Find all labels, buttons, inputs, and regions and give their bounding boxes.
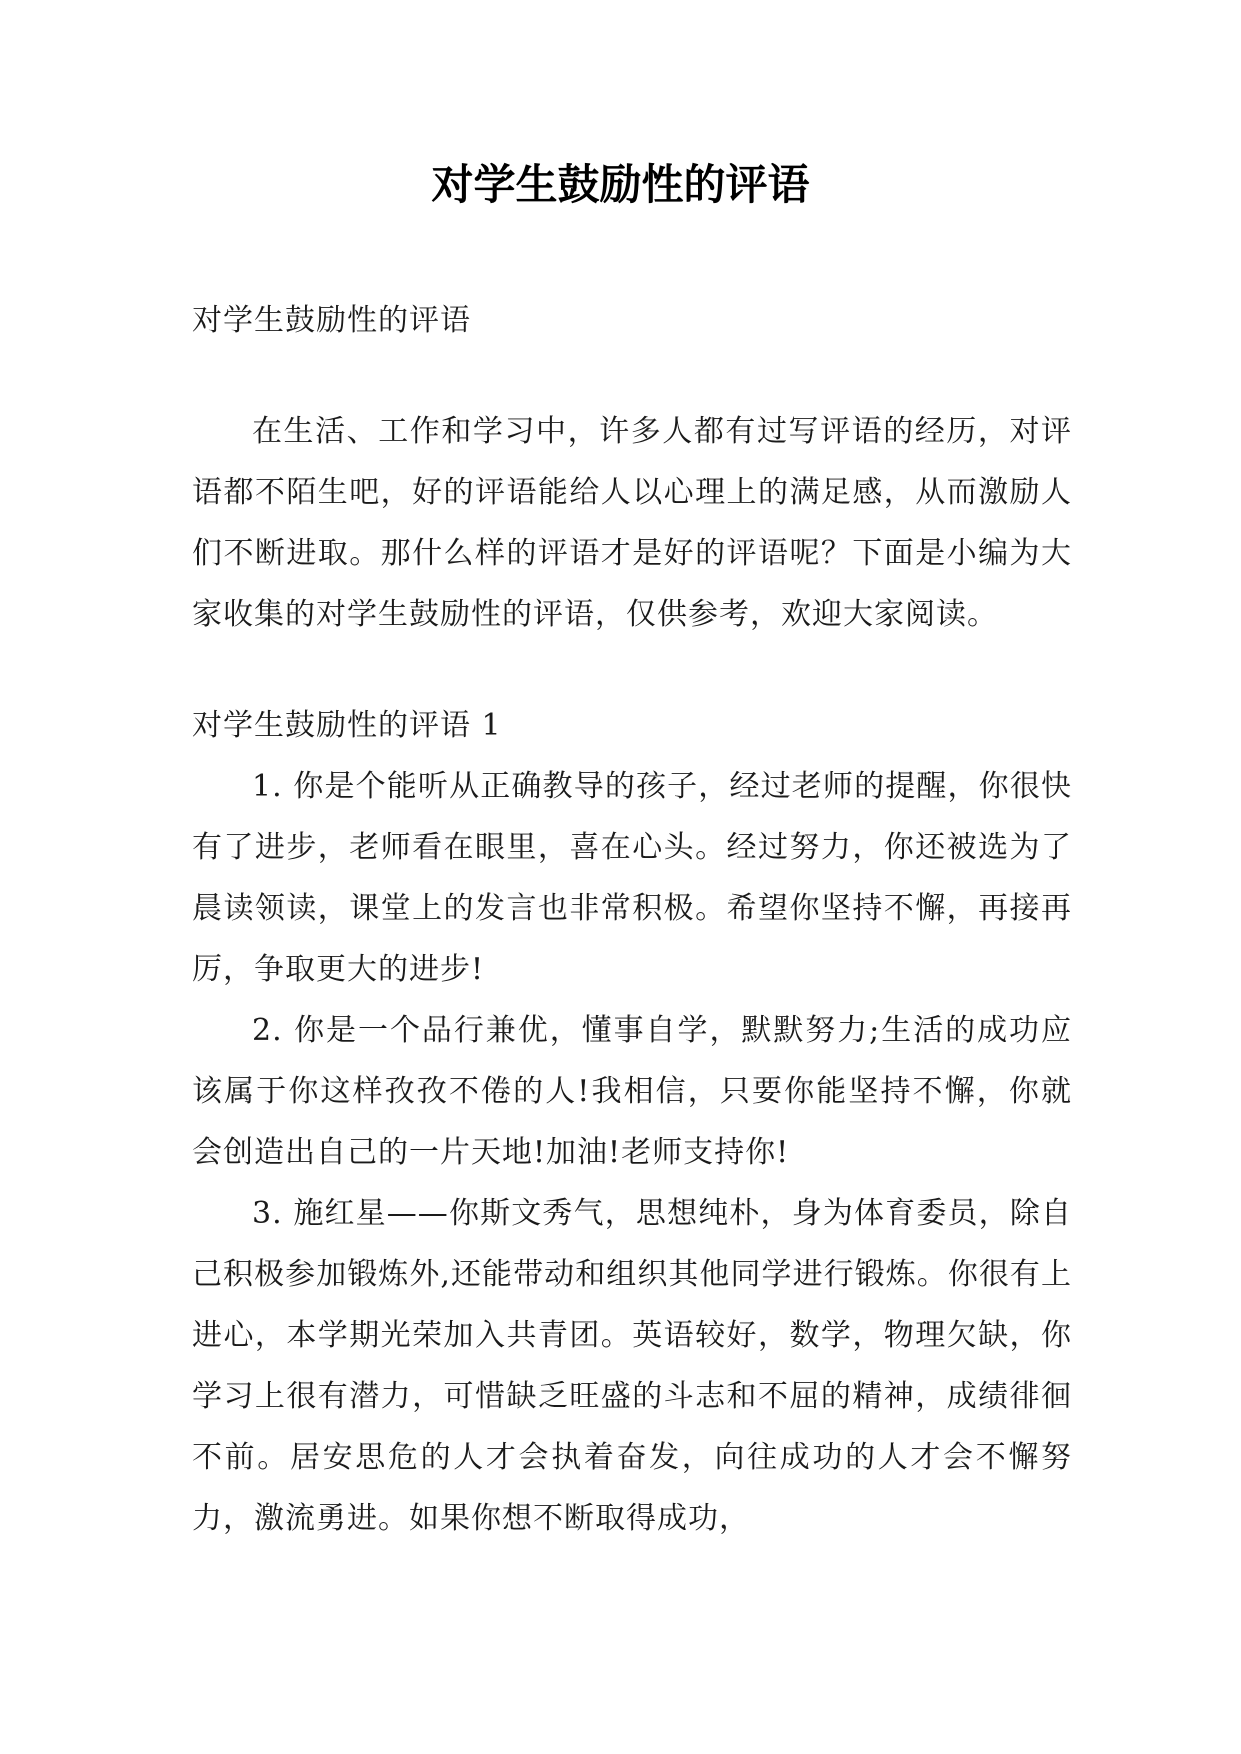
comment-item-3: 3. 施红星——你斯文秀气，思想纯朴，身为体育委员，除自己积极参加锻炼外,还能带动和组织其他同学进行锻炼。你很有上进心，本学期光荣加入共青团。英语较好，数学，物理欠缺，你学习上很有潜力，可惜缺乏旺盛的斗志和不屈的精神，成绩徘徊不前。居安思危的人才会执着奋发，向往成功的人才会不懈努力，激流勇进。如果你想不断取得成功， xyxy=(192,1196,1072,1536)
document-title: 对学生鼓励性的评语 xyxy=(431,160,810,209)
intro-paragraph: 在生活、工作和学习中，许多人都有过写评语的经历，对评语都不陌生吧，好的评语能给人以心理上的满足感，从而激励人们不断进取。那什么样的评语才是好的评语呢？下面是小编为大家收集的对学生鼓励性的评语，仅供参考，欢迎大家阅读。 xyxy=(192,414,1072,632)
section-heading: 对学生鼓励性的评语 1 xyxy=(192,708,502,743)
comment-item-2: 2. 你是一个品行兼优，懂事自学，默默努力;生活的成功应该属于你这样孜孜不倦的人!我相信，只要你能坚持不懈，你就会创造出自己的一片天地!加油!老师支持你! xyxy=(192,1013,1072,1170)
comment-item-1: 1. 你是个能听从正确教导的孩子，经过老师的提醒，你很快有了进步，老师看在眼里，喜在心头。经过努力，你还被选为了晨读领读，课堂上的发言也非常积极。希望你坚持不懈，再接再厉，争取更大的进步! xyxy=(192,769,1072,987)
document-subtitle: 对学生鼓励性的评语 xyxy=(192,303,471,338)
document-body xyxy=(192,290,1072,1549)
